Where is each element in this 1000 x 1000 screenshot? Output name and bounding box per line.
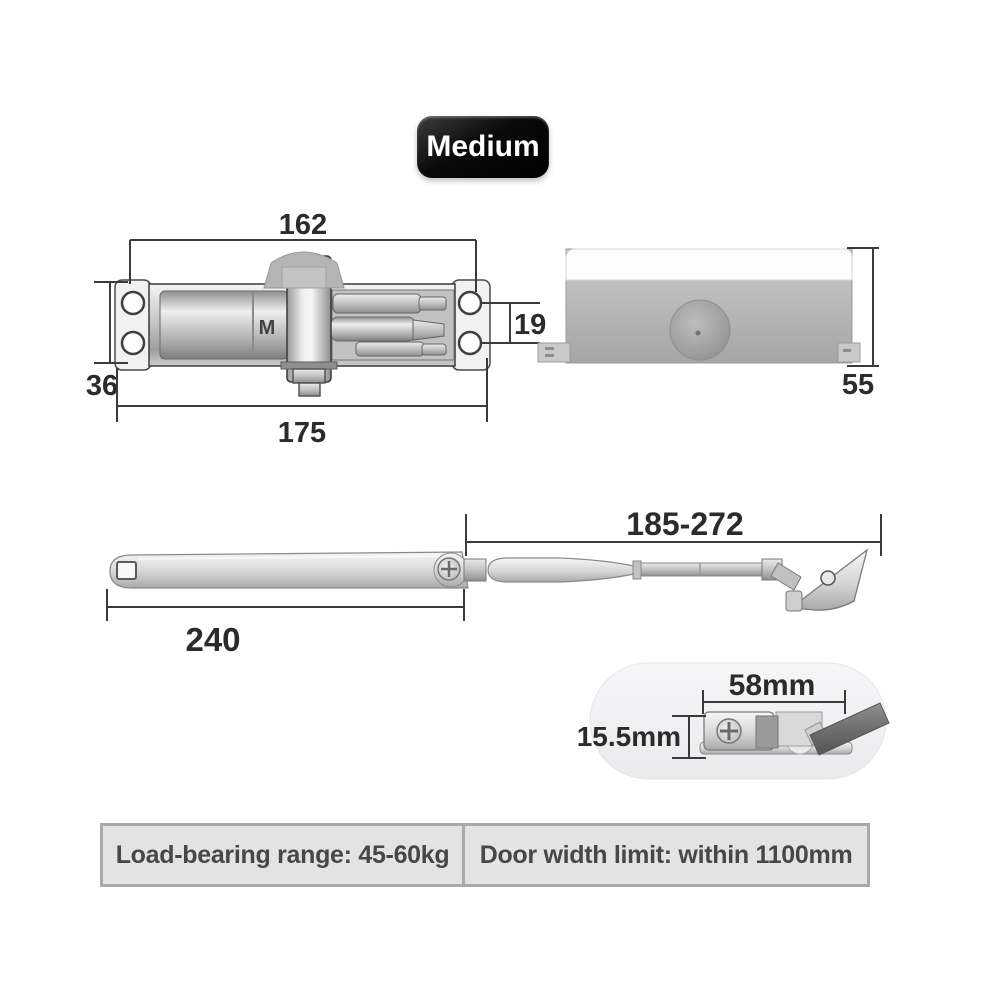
mount-hole [122,332,144,354]
box-flange-right [838,343,860,362]
linkage-rod [356,342,424,356]
arm-knuckle [464,559,486,581]
arm-diagram [107,506,881,658]
dim-label-240: 240 [185,621,241,658]
dim-hole-spacing [482,303,546,343]
pivot-knob [670,300,730,360]
dim-label-162: 162 [278,209,328,241]
spec-cell-door-width [465,826,867,884]
body-marking: M [258,317,276,339]
dim-label-58mm: 58mm [728,669,816,702]
dim-label-19: 19 [514,309,547,341]
arm-square-hole [117,562,136,579]
dim-main-arm [107,589,464,658]
dim-label-185-272: 185-272 [626,506,744,542]
bracket-hole [821,571,835,585]
mount-hole [459,292,481,314]
mount-hole [459,332,481,354]
dim-adjustable-arm [466,506,881,556]
dim-label-175: 175 [277,417,327,449]
adjustable-rod [641,563,769,576]
dim-label-36: 36 [85,370,119,402]
detail-bubble [577,663,889,779]
pivot-nut [293,369,325,383]
spec-cell-load-bearing [103,826,465,884]
linkage-rod [333,294,421,313]
box-flange-left [538,343,570,362]
dim-label-15-5mm: 15.5mm [576,721,681,752]
front-view-diagram [86,209,546,449]
door-width-text: Door width limit: within 1100mm [479,840,853,869]
mount-hole [122,292,144,314]
dim-label-55: 55 [841,369,875,401]
spec-bar [100,823,870,887]
piston-rod [331,317,415,341]
turnbuckle-sleeve [488,558,634,582]
load-bearing-text: Load-bearing range: 45-60kg [115,840,450,869]
size-badge-label: Medium [426,130,540,163]
side-view-diagram [538,248,879,401]
box-top-face [566,249,852,280]
